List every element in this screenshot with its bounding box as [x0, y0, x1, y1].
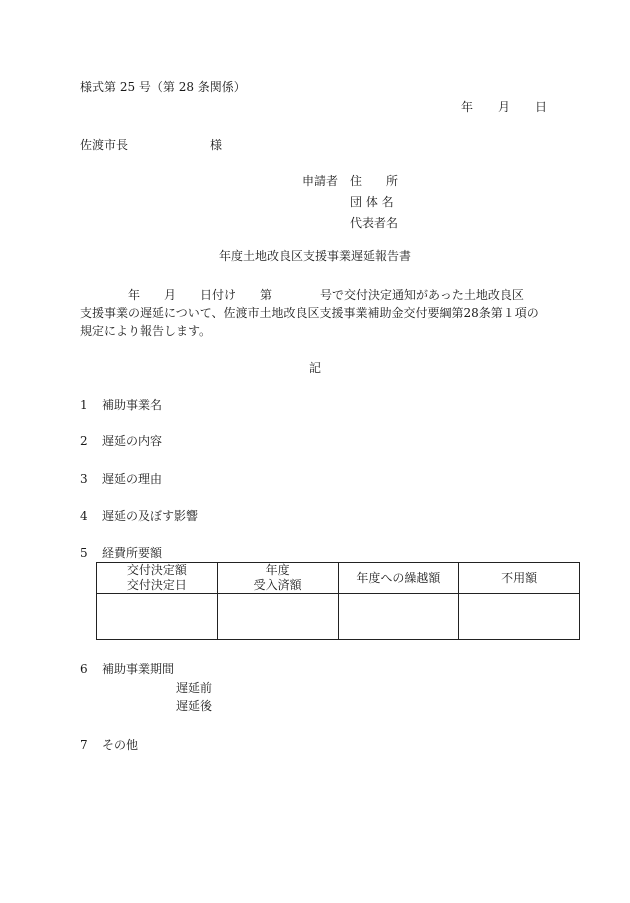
cost-col-carryover: 年度への繰越額: [338, 563, 459, 594]
cost-cell-carryover[interactable]: [338, 594, 459, 640]
item-2: 2 遅延の内容: [80, 434, 163, 448]
date-line: [461, 100, 547, 114]
item-label: 補助事業名: [102, 398, 163, 412]
cost-table: [96, 562, 580, 640]
cost-cell-unused[interactable]: [459, 594, 580, 640]
cost-table-header: [97, 563, 580, 594]
applicant-group-label: 団 体 名: [350, 195, 394, 209]
ki-heading: 記: [308, 361, 321, 375]
applicant-rep-label: 代表者名: [350, 216, 399, 230]
item-label: 経費所要額: [102, 546, 163, 560]
body-line-3: 規定により報告します。: [80, 324, 212, 338]
item-1: 1 補助事業名: [80, 398, 163, 412]
cost-col-decision: 交付決定額 交付決定日: [97, 563, 218, 594]
item-3: 3 遅延の理由: [80, 472, 163, 486]
addressee: [80, 138, 222, 152]
cost-col-received: 年度 受入済額: [217, 563, 338, 594]
item-6: 6 補助事業期間: [80, 662, 175, 676]
cost-col-unused: 不用額: [459, 563, 580, 594]
item-label: 補助事業期間: [102, 662, 175, 676]
cost-cell-decision[interactable]: [97, 594, 218, 640]
body-paragraph: [80, 286, 550, 340]
addressee-honorific: 様: [210, 138, 223, 152]
date-day: 日: [535, 100, 548, 114]
item-7: 7 その他: [80, 738, 139, 752]
item-5: 5 経費所要額: [80, 546, 163, 560]
item-label: その他: [102, 738, 139, 752]
date-year: 年: [461, 100, 474, 114]
body-line-2: 支援事業の遅延について、佐渡市土地改良区支援事業補助金交付要綱第28条第１項の: [80, 306, 539, 320]
date-month: 月: [498, 100, 511, 114]
applicant-block: [302, 174, 398, 237]
applicant-address-label: 住 所: [350, 174, 399, 188]
item-4: 4 遅延の及ぼす影響: [80, 509, 199, 523]
item-label: 遅延の内容: [102, 434, 163, 448]
document-title: 年度土地改良区支援事業遅延報告書: [218, 249, 411, 263]
item-label: 遅延の及ぼす影響: [102, 509, 199, 523]
body-line-1: 年 月 日付け 第 号で交付決定通知があった土地改良区: [80, 288, 524, 302]
period-after: 遅延後: [176, 699, 213, 713]
period-before: 遅延前: [176, 681, 213, 695]
form-number: 様式第 25 号（第 28 条関係）: [80, 80, 246, 94]
cost-table-row: [97, 594, 580, 640]
item-label: 遅延の理由: [102, 472, 163, 486]
cost-cell-received[interactable]: [217, 594, 338, 640]
applicant-role: 申請者: [302, 174, 339, 188]
addressee-name: 佐渡市長: [80, 138, 129, 152]
